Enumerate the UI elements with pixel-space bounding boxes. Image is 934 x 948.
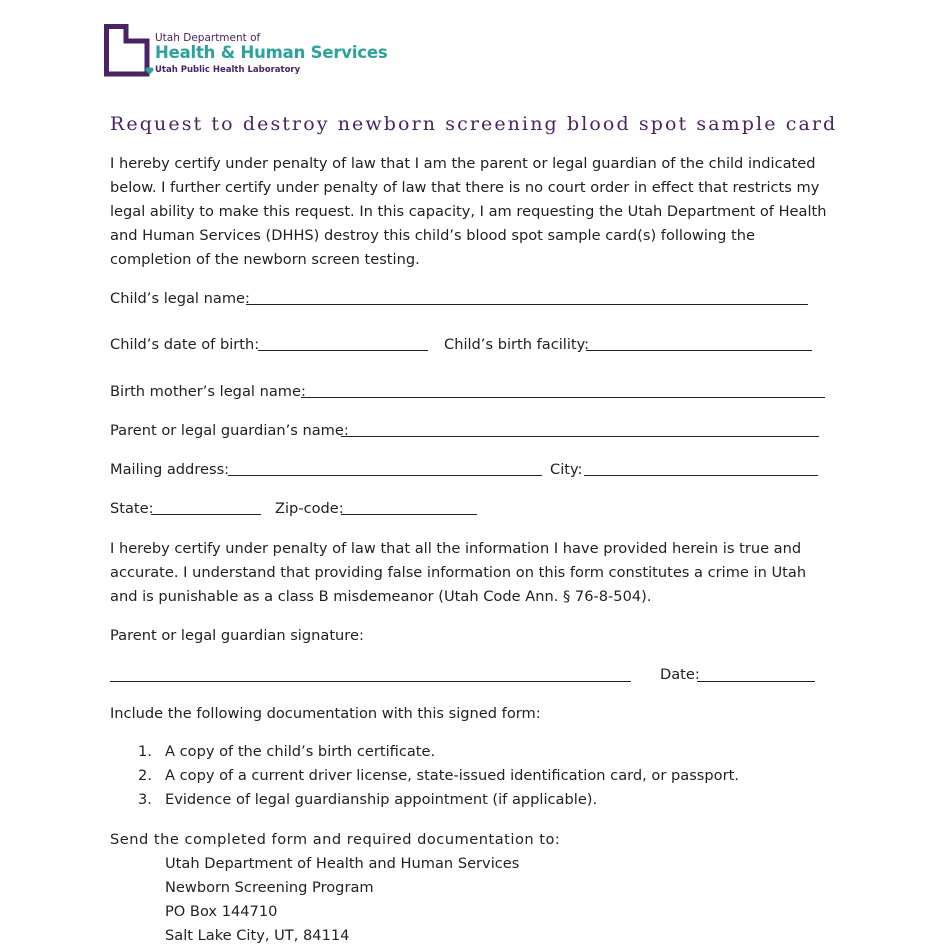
mailing-address-label: Mailing address: (110, 461, 230, 478)
address-line: Newborn Screening Program (165, 879, 374, 896)
docs-list (138, 740, 739, 812)
child-dob-label: Child’s date of birth: (110, 336, 260, 353)
logo-org-name: Health & Human Services (155, 43, 388, 62)
date-label: Date: (660, 666, 700, 683)
signature-label: Parent or legal guardian signature: (110, 627, 364, 644)
mailing-address-block (165, 852, 519, 948)
list-item: 3. Evidence of legal guardianship appointment (if applicable). (138, 791, 598, 808)
mother-name-label: Birth mother’s legal name: (110, 383, 306, 400)
form-title: Request to destroy newborn screening blood spot sample card (110, 113, 838, 135)
mailing-address-field[interactable] (228, 475, 542, 476)
logo-lab-name: Utah Public Health Laboratory (155, 65, 301, 75)
city-field[interactable] (584, 475, 818, 476)
address-line: Salt Lake City, UT, 84114 (165, 927, 350, 944)
send-label: Send the completed form and required documentation to: (110, 831, 561, 848)
heart-icon (145, 67, 154, 75)
logo-dept-line: Utah Department of (155, 32, 261, 44)
guardian-name-field[interactable] (341, 436, 819, 437)
child-name-field[interactable] (246, 304, 808, 305)
child-dob-field[interactable] (258, 350, 428, 351)
address-line: PO Box 144710 (165, 903, 278, 920)
guardian-name-label: Parent or legal guardian’s name: (110, 422, 349, 439)
zip-field[interactable] (341, 514, 477, 515)
list-item: 1. A copy of the child’s birth certificate. (138, 743, 436, 760)
list-item: 2. A copy of a current driver license, state-issued identification card, or passport. (138, 767, 739, 784)
certification-paragraph: I hereby certify under penalty of law that all the information I have provided herein is true and accurate. I understand that providing false information on this form constitutes a crime in Utah and is punishable as a class B misdemeanor (Utah Code Ann. § 76-8-504). (110, 540, 807, 605)
state-label: State: (110, 500, 154, 517)
signature-field[interactable] (110, 681, 631, 682)
state-field[interactable] (151, 514, 261, 515)
date-field[interactable] (697, 681, 815, 682)
zip-label: Zip-code: (275, 500, 344, 517)
intro-paragraph: I hereby certify under penalty of law that I am the parent or legal guardian of the child indicated below. I further certify under penalty of law that there is no court order in effect that restricts my legal ability to make this request. In this capacity, I am requesting the Utah Department of Health and Human Services (DHHS) destroy this child’s blood spot sample card(s) following the completion of the newborn screen testing. (110, 155, 827, 268)
dhhs-logo (104, 24, 388, 80)
mother-name-field[interactable] (301, 397, 825, 398)
docs-intro: Include the following documentation with this signed form: (110, 705, 541, 722)
birth-facility-field[interactable] (586, 350, 812, 351)
birth-facility-label: Child’s birth facility: (444, 336, 590, 353)
city-label: City: (550, 461, 583, 478)
child-name-label: Child’s legal name: (110, 290, 250, 307)
address-line: Utah Department of Health and Human Services (165, 855, 520, 872)
